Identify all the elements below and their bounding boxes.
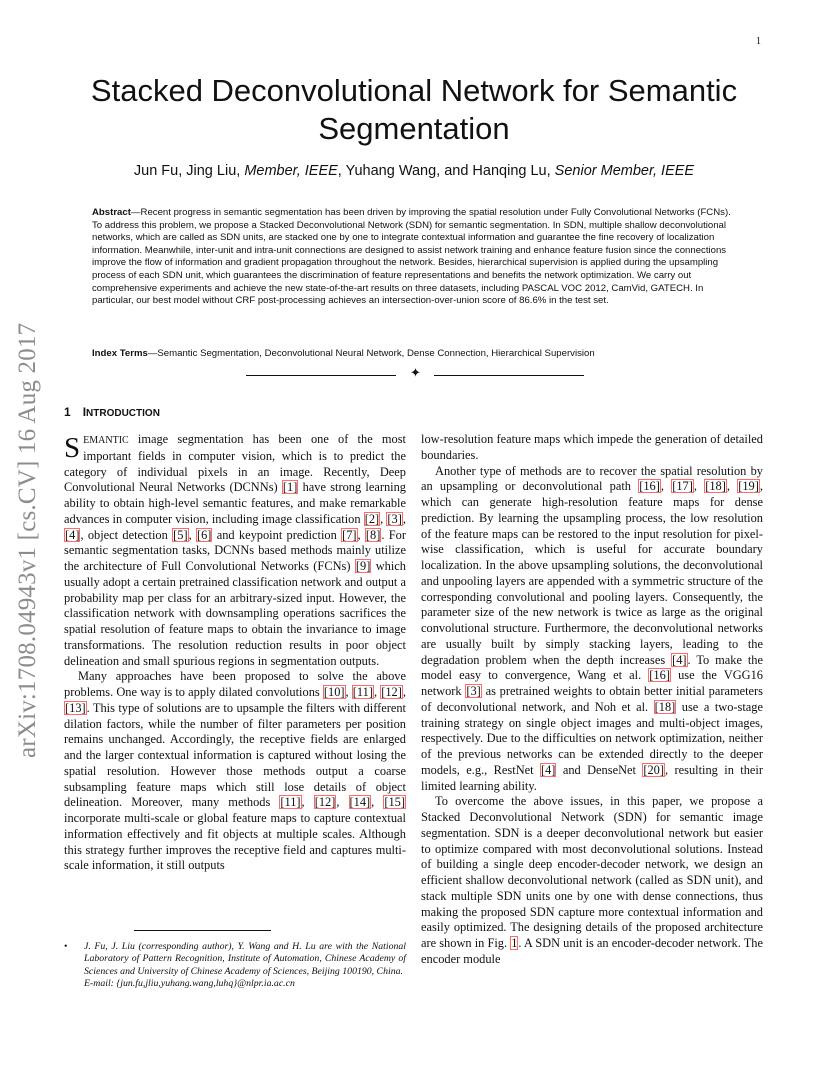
text-run: . This type of solutions are to upsample the filters with different dilation factors, while the number of filter parameters per position remains unchanged. Accordingly, the receptive fields are enlarged and the larger contextual information is captured without losing the spatial resolution. However those methods output a coarse subsampling feature maps which still lose details of object delineation. Moreover, many methods [64,700,406,810]
abstract-label: Abstract [92,207,131,218]
citation-link[interactable]: [3] [466,684,481,698]
arxiv-identifier-stamp: arXiv:1708.04943v1 [cs.CV] 16 Aug 2017 [14,322,41,758]
text-run: incorporate multi-scale or global feature maps to capture contextual information effectively and fit objects at multiple scales. Although this strategy further improves the receptive field and captures multi-scale information, it still outputs [64,811,406,873]
figure-link[interactable]: 1 [511,936,518,950]
divider-rule-left [246,375,396,376]
divider-diamond-icon: ✦ [410,366,421,381]
text-run: Many approaches have been proposed to solve the above problems. One way is to apply dilated convolutions [64,669,406,699]
right-column [421,432,763,968]
citation-link[interactable]: [8] [365,527,381,542]
paragraph: Another type of methods are to recover the spatial resolution by an upsampling or deconvolutional path [16], [17], [18], [19], which can generate high-resolution feature maps for dense prediction. By learning the upsampling process, the low resolution of the feature maps can be restored to the input resolution for pixel-wise classification, which is useful for accurate boundary localization. In the above upsampling solutions, the deconvolutional and unpooling layers are appended with a symmetric structure of the corresponding convolutional and pooling layers. Consequently, the parameter size of the new network is twice as large as the original convolutional structure. Furthermore, the deconvolutional networks are usually built by simply stacking layers, leading to the degradation problem when the depth increases [4]. To make the model easy to convergence, Wang et al. [16] use the VGG16 network [3] as pretrained weights to obtain better initial parameters of deconvolutional network, and Noh et al. [18] use a two-stage training strategy on single object images and multi-object images, respectively. Due to the difficulties on network optimization, neither of the previous networks can be extended directly to the deeper models, e.g., RestNet [4] and DenseNet [20], resulting in their limited learning ability. [421,463,763,793]
section-heading-introduction [64,405,160,419]
text-run: use the VGG16 network [421,668,763,698]
author-role-senior-member: Senior Member, IEEE [554,163,695,179]
citation-link[interactable]: [16] [649,668,670,683]
authors-part-1: Jun Fu, Jing Liu, [133,163,245,179]
citation-link[interactable]: [3] [387,511,402,526]
divider-rule-right [434,375,584,376]
text-run: . To make the model easy to convergence, Wang et al. [421,652,763,683]
citation-link[interactable]: [11] [280,795,301,810]
citation-link[interactable]: [11] [352,685,373,699]
left-column [64,432,406,874]
citation-link[interactable]: [7] [342,527,357,542]
footnote-email: E-mail: {jun.fu,jliu,yuhang.wang,luhq}@nlpr.ia.ac.cn [84,978,295,990]
citation-link[interactable]: [10] [323,685,345,699]
citation-link[interactable]: [12] [381,685,402,699]
footnote-bullet: • [64,941,68,952]
text-run: have strong learning ability to obtain high-level semantic features, and make remarkable advances in computer vision, including image classification [64,480,406,526]
paper-title [60,72,768,148]
text-run: To overcome the above issues, in this paper, we propose a Stacked Deconvolutional Network (SDN) for semantic image segmentation. SDN is a deeper deconvolutional network but easier to optimize compared with most deconvolutional solutions. Instead of building a single deep encoder-decoder network, we design an efficient shallow deconvolutional network (called as SDN unit), and stack multiple SDN units one by one with dense connections, thus making the proposed SDN capture more contextual information and easily optimized. The designing details of the proposed architecture are shown in Fig. [421,794,763,950]
text-run: , resulting in their limited learning ability. [421,762,763,793]
citation-link[interactable]: [18] [705,479,726,494]
small-caps-word: EMANTIC [83,435,129,446]
index-terms-text: —Semantic Segmentation, Deconvolutional Neural Network, Dense Connection, Hierarchical Supervision [147,348,595,359]
text-run: as pretrained weights to obtain better initial parameters of deconvolutional network, and Noh et al. [421,684,763,714]
section-divider [246,368,584,382]
abstract [92,207,738,308]
abstract-text: —Recent progress in semantic segmentation has been driven by improving the spatial resolution under Fully Convolutional Networks (FCNs). To address this problem, we propose a Stacked Deconvolutional Network (SDN) for semantic segmentation. In SDN, multiple shallow deconvolutional networks, which are called as SDN units, are stacked one by one to integrate contextual information and guarantee the fine recovery of localization information. Meanwhile, inter-unit and intra-unit connections are designed to assist network training and enhance feature fusion since the connections improve the flow of information and gradient propagation throughout the network. Besides, hierarchical supervision is applied during the upsampling process of each SDN unit, which guarantees the discrimination of feature representations and benefits the network optimization. We carry out comprehensive experiments and achieve the new state-of-the-art results on three datasets, including PASCAL VOC 2012, CamVid, GATECH. In particular, our best model without CRF post-processing achieves an intersection-over-union score of 86.6% in the test set. [92,207,731,307]
paragraph [421,794,763,967]
title-line-2: Segmentation [318,111,510,146]
paragraph: Many approaches have been proposed to solve the above problems. One way is to apply dilated convolutions [10], [11], [12], [13]. This type of solutions are to upsample the filters with different dilation factors, while the number of filter parameters per position remains unchanged. Accordingly, the receptive fields are enlarged and the larger contextual information is captured without losing the spatial resolution. However those methods output a coarse subsampling feature maps which still lose details of object delineation. Moreover, many methods [11], [12], [14], [15] incorporate multi-scale or global feature maps to capture contextual information effectively and fit objects at multiple scales. Although this strategy further improves the receptive field and captures multi-scale information, it still outputs [64,669,406,873]
footnote-text [84,941,406,991]
citation-link[interactable]: [20] [643,762,665,777]
citation-link[interactable]: [4] [65,527,80,542]
paragraph: SEMANTIC image segmentation has been one of the most important fields in computer vision, which is to predict the category of individual pixels in an image. Recently, Deep Convolutional Neural Networks (DCNNs) [1] have strong learning ability to obtain high-level semantic features, and make remarkable advances in computer vision, including image classification [2], [3], [4], object detection [5], [6] and keypoint prediction [7], [8]. For semantic segmentation tasks, DCNNs based methods mainly utilize the architecture of Full Convolutional Networks (FCNs) [9] which usually adopt a certain pretrained classification network and output a probability map per class for an arbitrary-sized input. However, the classification network with downsampling operations sacrifices the spatial resolution of feature maps to obtain the invariance to image transformations. The resolution reduction results in poor object delineation and small spurious regions in segmentation outputs. [64,432,406,668]
title-line-1: Stacked Deconvolutional Network for Semantic [90,73,738,108]
paragraph: low-resolution feature maps which impede the generation of detailed boundaries. [421,432,763,462]
citation-link[interactable]: [13] [65,700,86,715]
citation-link[interactable]: [19] [738,479,759,494]
text-run: and DenseNet [556,762,643,777]
text-run: image segmentation has been one of the most important fields in computer vision, which is to predict the category of individual pixels in an image. Recently, Deep Convolutional Neural Networks (DCNNs) [64,432,406,495]
citation-link[interactable]: [1] [282,480,298,495]
citation-link[interactable]: [16] [639,479,660,494]
author-role-member: Member, IEEE [244,163,338,179]
citation-link[interactable]: [14] [349,795,371,810]
text-run: , object detection [80,527,173,542]
citation-link[interactable]: [4] [540,762,556,777]
citation-link[interactable]: [15] [384,795,405,810]
text-run: , which can generate high-resolution feature maps for dense prediction. By learning the upsampling process, the low resolution of the feature maps can be restored to the input resolution for pixel-wise classification, which is useful for accurate boundary localization. In the above upsampling solutions, the deconvolutional and unpooling layers are appended with a symmetric structure of the corresponding convolutional and pooling layers. Consequently, the parameter size of the new network is twice as large as the original convolutional structure. Furthermore, the deconvolutional networks are usually built by simply stacking layers, leading to the degradation problem when the depth increases [421,479,763,667]
page-number: 1 [756,36,761,47]
index-terms [92,348,738,361]
citation-link[interactable]: [6] [196,527,212,542]
citation-link[interactable]: [12] [314,795,336,810]
index-terms-label: Index Terms [92,348,148,359]
footnote [64,941,406,991]
section-title-initial: I [82,405,87,419]
author-list [60,163,768,179]
text-run: use a two-stage training strategy on single object images and multi-object images, respectively. Due to the difficulties on network optimization, neither of the previous networks can be extended directly to the deeper models, e.g., RestNet [421,699,763,777]
citation-link[interactable]: [2] [364,511,380,526]
footnote-affiliation: J. Fu, J. Liu (corresponding author), Y. Wang and H. Lu are with the National Laboratory of Pattern Recognition, Institute of Automation, Chinese Academy of Sciences and University of Chinese Academy of Sciences, Beijing 100190, China. [84,941,406,977]
citation-link[interactable]: [4] [672,652,687,667]
drop-cap: S [64,432,81,464]
text-run: . For semantic segmentation tasks, DCNNs based methods mainly utilize the architecture of Full Convolutional Networks (FCNs) [64,527,406,573]
text-run: Another type of methods are to recover the spatial resolution by an upsampling or deconvolutional path [421,463,763,494]
text-run: which usually adopt a certain pretrained classification network and output a probability map per class for an arbitrary-sized input. However, the classification network with downsampling operations sacrifices the spatial resolution of feature maps to obtain the invariance to image transformations. The resolution reduction results in poor object delineation and small spurious regions in segmentation outputs. [64,559,406,668]
footnote-rule [134,930,271,931]
section-number: 1 [64,405,71,419]
section-title-rest: NTRODUCTION [86,408,160,419]
text-run: and keypoint prediction [212,527,342,542]
citation-link[interactable]: [9] [355,559,371,573]
authors-part-2: , Yuhang Wang, and Hanqing Lu, [337,163,555,179]
citation-link[interactable]: [18] [654,699,676,714]
text-run: . A SDN unit is an encoder-decoder network. The encoder module [421,936,763,966]
citation-link[interactable]: [17] [672,479,693,494]
citation-link[interactable]: [5] [173,527,188,542]
